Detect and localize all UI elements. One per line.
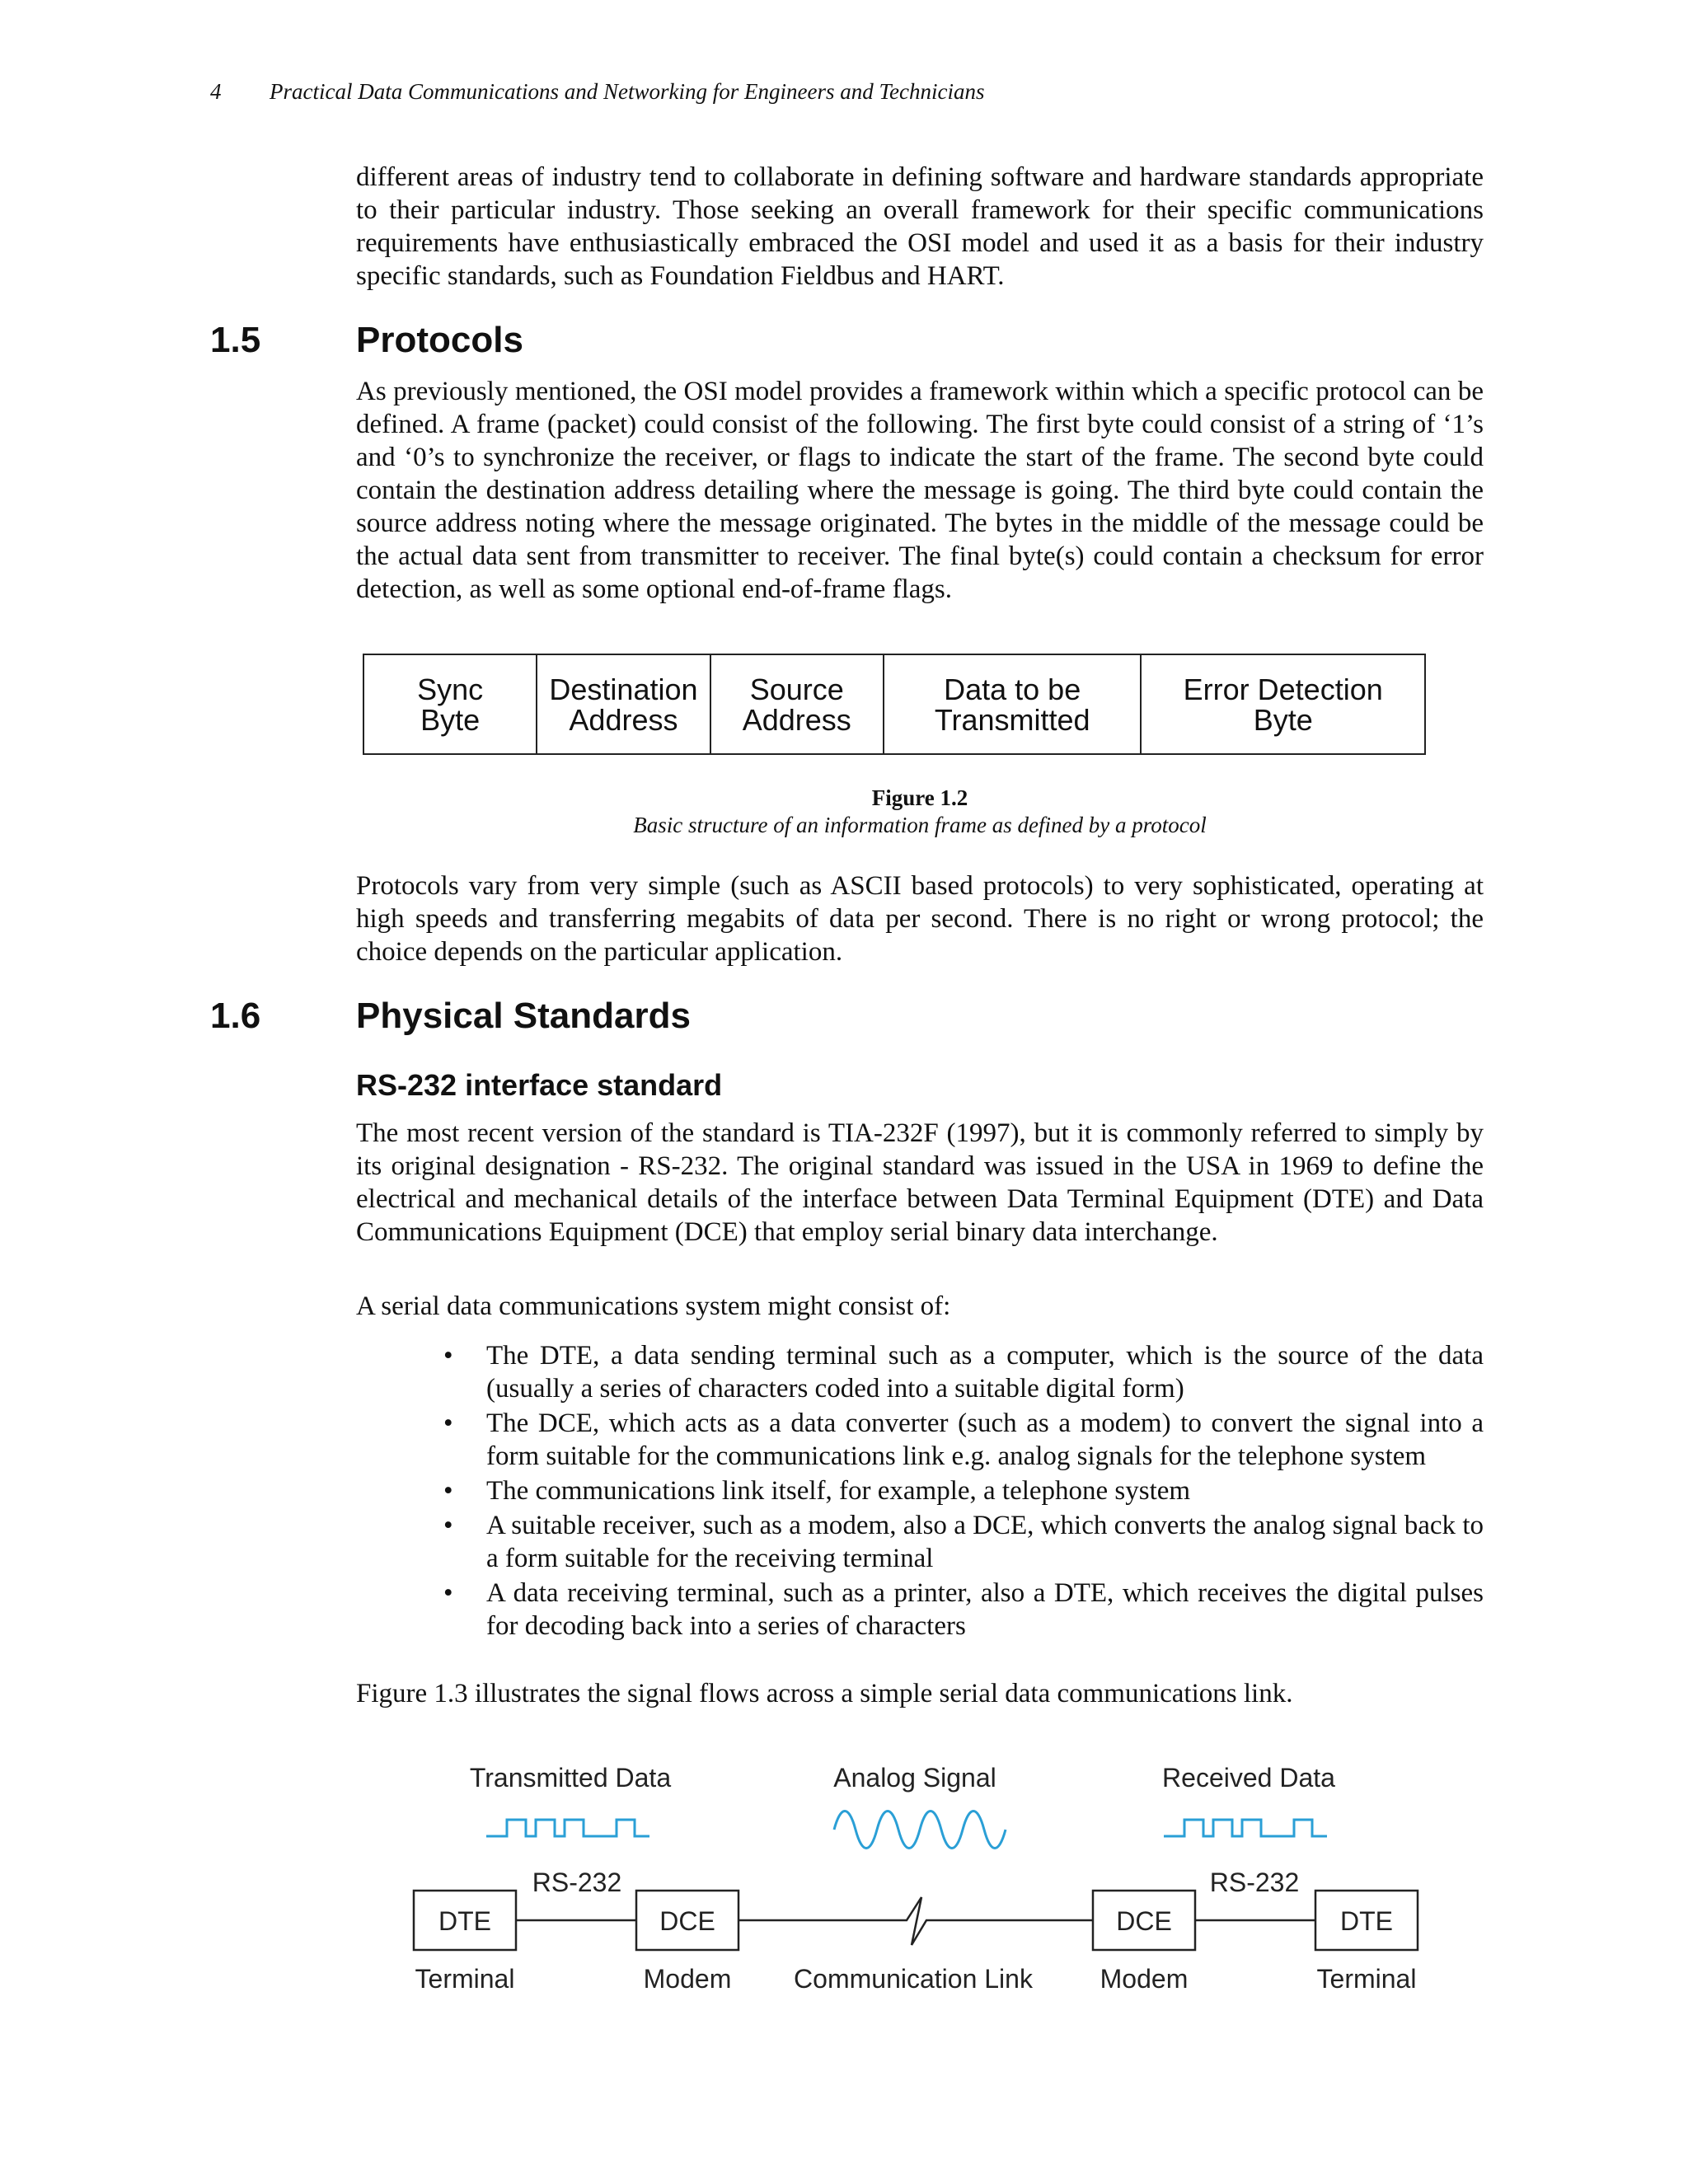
section-title: Physical Standards — [356, 996, 691, 1036]
bullet-icon: • — [443, 1476, 453, 1506]
figure-1-2-title: Figure 1.2 — [871, 785, 968, 810]
box-label-dce-right: DCE — [1116, 1906, 1172, 1936]
subheading-rs232: RS-232 interface standard — [356, 1068, 723, 1102]
list-item: • A suitable receiver, such as a modem, also a DCE, which converts the analog signal back to a form suitable for the receiving terminal — [443, 1511, 1484, 1573]
list-item: • The DTE, a data sending terminal such as a computer, which is the source of the data (usually a series of characters coded into a suitable digital form) — [443, 1341, 1484, 1404]
digital-signal-icon — [1164, 1820, 1327, 1836]
section-title: Protocols — [356, 320, 523, 360]
protocols-paragraph-after: Protocols vary from very simple (such as ASCII based protocols) to very sophisticated, operating at high speeds and transferring megabits of data per second. There is no right or wrong protocol; the choice depends on the particular application. — [356, 871, 1484, 967]
bullet-icon: • — [443, 1578, 453, 1608]
list-intro: A serial data communications system might consist of: — [356, 1291, 951, 1321]
protocols-paragraph: As previously mentioned, the OSI model provides a framework within which a specific protocol can be defined. A frame (packet) could consist of the following. The first byte could consist of a string of ‘1’s and ‘0’s to synchronize the receiver, or flags to indicate the start of the frame. The second byte could contain the destination address detailing where the message is going. The third byte could contain the source address noting where the message originated. The bytes in the middle of the message could be the actual data sent from transmitter to receiver. The final byte(s) could contain a checksum for error detection, as well as some optional end-of-frame flags. — [356, 377, 1484, 604]
intro-paragraph: different areas of industry tend to collaborate in defining software and hardware standards appropriate to their particular industry. Those seeking an overall framework for their specific communications requirements have enthusiastically embraced the OSI model and used it as a basis for their industry specific standards, such as Foundation Fieldbus and HART. — [356, 162, 1484, 291]
frame-field-source: Source Address — [710, 654, 884, 754]
box-label-dte-right: DTE — [1340, 1906, 1393, 1936]
serial-link-diagram — [0, 1747, 1688, 2027]
section-heading-1-6 — [210, 996, 691, 1037]
label-rs232-left: RS-232 — [532, 1868, 622, 1897]
digital-signal-icon — [486, 1820, 649, 1836]
figure-1-2-caption: Basic structure of an information frame as defined by a protocol — [633, 813, 1207, 837]
label-received-data: Received Data — [1162, 1763, 1335, 1793]
list-item: • The communications link itself, for example, a telephone system — [443, 1476, 1191, 1506]
frame-row — [363, 654, 1425, 754]
rs232-paragraph: The most recent version of the standard is TIA-232F (1997), but it is commonly referred to simply by its original designation - RS-232. The original standard was issued in the USA in 1969 to define the electrical and mechanical details of the interface between Data Terminal Equipment (DTE) and Data Communications Equipment (DCE) that employ serial binary data interchange. — [356, 1118, 1484, 1247]
label-communication-link: Communication Link — [794, 1964, 1033, 1994]
list-item: • The DCE, which acts as a data converter (such as a modem) to convert the signal into a form suitable for the communications link e.g. analog signals for the telephone system — [443, 1408, 1484, 1471]
label-transmitted-data: Transmitted Data — [469, 1763, 672, 1793]
analog-signal-icon — [834, 1811, 1006, 1849]
label-terminal-right: Terminal — [1316, 1964, 1417, 1994]
label-analog-signal: Analog Signal — [833, 1763, 996, 1793]
frame-field-sync: Sync Byte — [363, 654, 537, 754]
book-title: Practical Data Communications and Networking for Engineers and Technicians — [270, 79, 985, 104]
figure-1-3-intro: Figure 1.3 illustrates the signal flows across a simple serial data communications link. — [356, 1679, 1293, 1708]
running-header — [210, 79, 984, 105]
list-item: • A data receiving terminal, such as a printer, also a DTE, which receives the digital pulses for decoding back into a series of characters — [443, 1578, 1484, 1641]
section-number: 1.5 — [210, 320, 261, 360]
box-label-dce-left: DCE — [659, 1906, 715, 1936]
bullet-icon: • — [443, 1511, 453, 1540]
bullet-icon: • — [443, 1408, 453, 1438]
communication-link-line — [738, 1897, 1093, 1945]
label-modem-right: Modem — [1100, 1964, 1189, 1994]
section-heading-1-5 — [210, 320, 523, 361]
label-modem-left: Modem — [643, 1964, 732, 1994]
label-rs232-right: RS-232 — [1209, 1868, 1300, 1897]
component-list — [356, 1339, 1484, 1644]
frame-structure-table — [363, 654, 1426, 755]
frame-field-error-detection: Error Detection Byte — [1141, 654, 1425, 754]
label-terminal-left: Terminal — [415, 1964, 515, 1994]
frame-field-data: Data to be Transmitted — [884, 654, 1141, 754]
section-number: 1.6 — [210, 996, 261, 1036]
page-number: 4 — [210, 79, 222, 104]
frame-field-destination: Destination Address — [537, 654, 710, 754]
bullet-icon: • — [443, 1341, 453, 1371]
box-label-dte-left: DTE — [438, 1906, 491, 1936]
